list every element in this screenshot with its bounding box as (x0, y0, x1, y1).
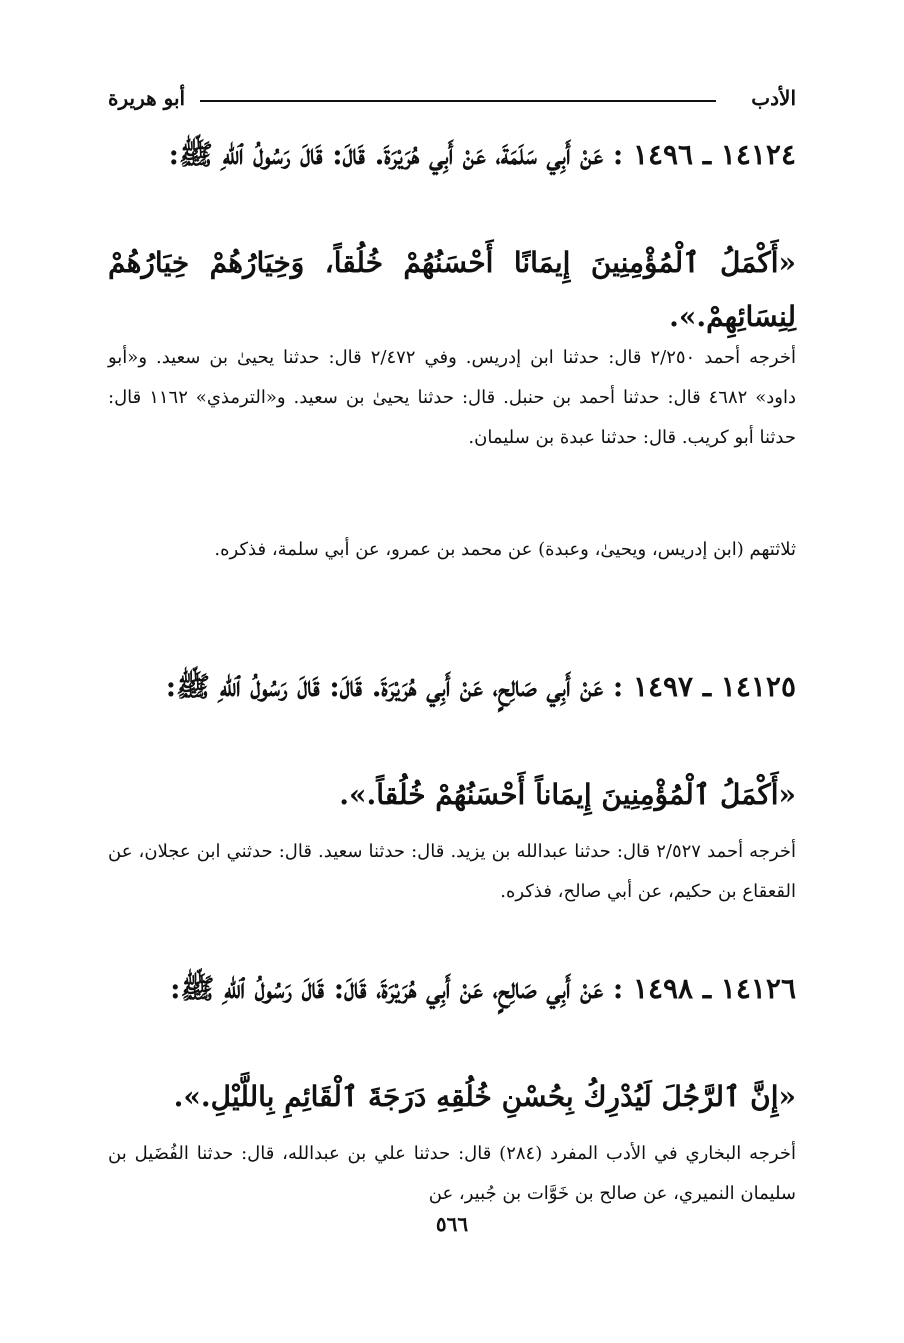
chapter-title: الأدب (751, 86, 796, 110)
takhrij-14124-b: ثلاثتهم (ابن إدريس، ويحيىٰ، وعبدة) عن محمد بن عمرو، عن أبي سلمة، فذكره. (214, 539, 796, 560)
takhrij-14126: أخرجه البخاري في الأدب المفرد (٢٨٤) قال: حدثنا علي بن عبدالله، قال: حدثنا الفُضَيل بن سليمان النميري، عن صالح بن خَوَّات بن جُبير، عن (108, 1143, 796, 1204)
running-header (108, 86, 796, 116)
hadith-heading-14126: ١٤١٢٦ ـ ١٤٩٨ : عَنْ أَبِي صَالِحٍ، عَنْ أَبِي هُرَيْرَةَ، قَالَ: قَالَ رَسُولُ ٱللهِ ﷺ: (170, 972, 796, 1005)
hadith-heading-14124: ١٤١٢٤ ـ ١٤٩٦ : عَنْ أَبِي سَلَمَةَ، عَنْ أَبِي هُرَيْرَةَ. قَالَ: قَالَ رَسُولُ ٱللهِ ﷺ: (168, 138, 796, 171)
hadith-matn-14126: «إِنَّ ٱلرَّجُلَ لَيُدْرِكُ بِحُسْنِ خُلُقِهِ دَرَجَةَ ٱلْقَائِمِ بِاللَّيْلِ.». (173, 1080, 796, 1113)
hadith-matn-14124: «أَكْمَلُ ٱلْمُؤْمِنِينَ إِيمَانًا أَحْسَنُهُمْ خُلُقاً، وَخِيَارُهُمْ خِيَارُهُمْ لِنِسَائِهِمْ.». (108, 246, 796, 333)
page-number: ٥٦٦ (435, 1212, 469, 1236)
hadith-matn-14125: «أَكْمَلُ ٱلْمُؤْمِنِينَ إِيمَاناً أَحْسَنُهُمْ خُلُقاً.». (339, 778, 796, 811)
takhrij-14124-a: أخرجه أحمد ٢/٢٥٠ قال: حدثنا ابن إدريس. وفي ٢/٤٧٢ قال: حدثنا يحيىٰ بن سعيد. و«أبو داود» ٤٦٨٢ قال: حدثنا أحمد بن حنبل. قال: حدثنا يحيىٰ بن سعيد. و«الترمذي» ١١٦٢ قال: حدثنا أبو كريب. قال: حدثنا عبدة بن سليمان. (108, 347, 796, 448)
takhrij-14125: أخرجه أحمد ٢/٥٢٧ قال: حدثنا عبدالله بن يزيد. قال: حدثنا سعيد. قال: حدثني ابن عجلان، عن القعقاع بن حكيم، عن أبي صالح، فذكره. (108, 841, 797, 902)
narrator-title: أبو هريرة (108, 86, 186, 110)
header-rule (200, 100, 716, 102)
hadith-heading-14125: ١٤١٢٥ ـ ١٤٩٧ : عَنْ أَبِي صَالِحٍ، عَنْ أَبِي هُرَيْرَةَ. قَالَ: قَالَ رَسُولُ ٱللهِ ﷺ: (165, 670, 796, 703)
